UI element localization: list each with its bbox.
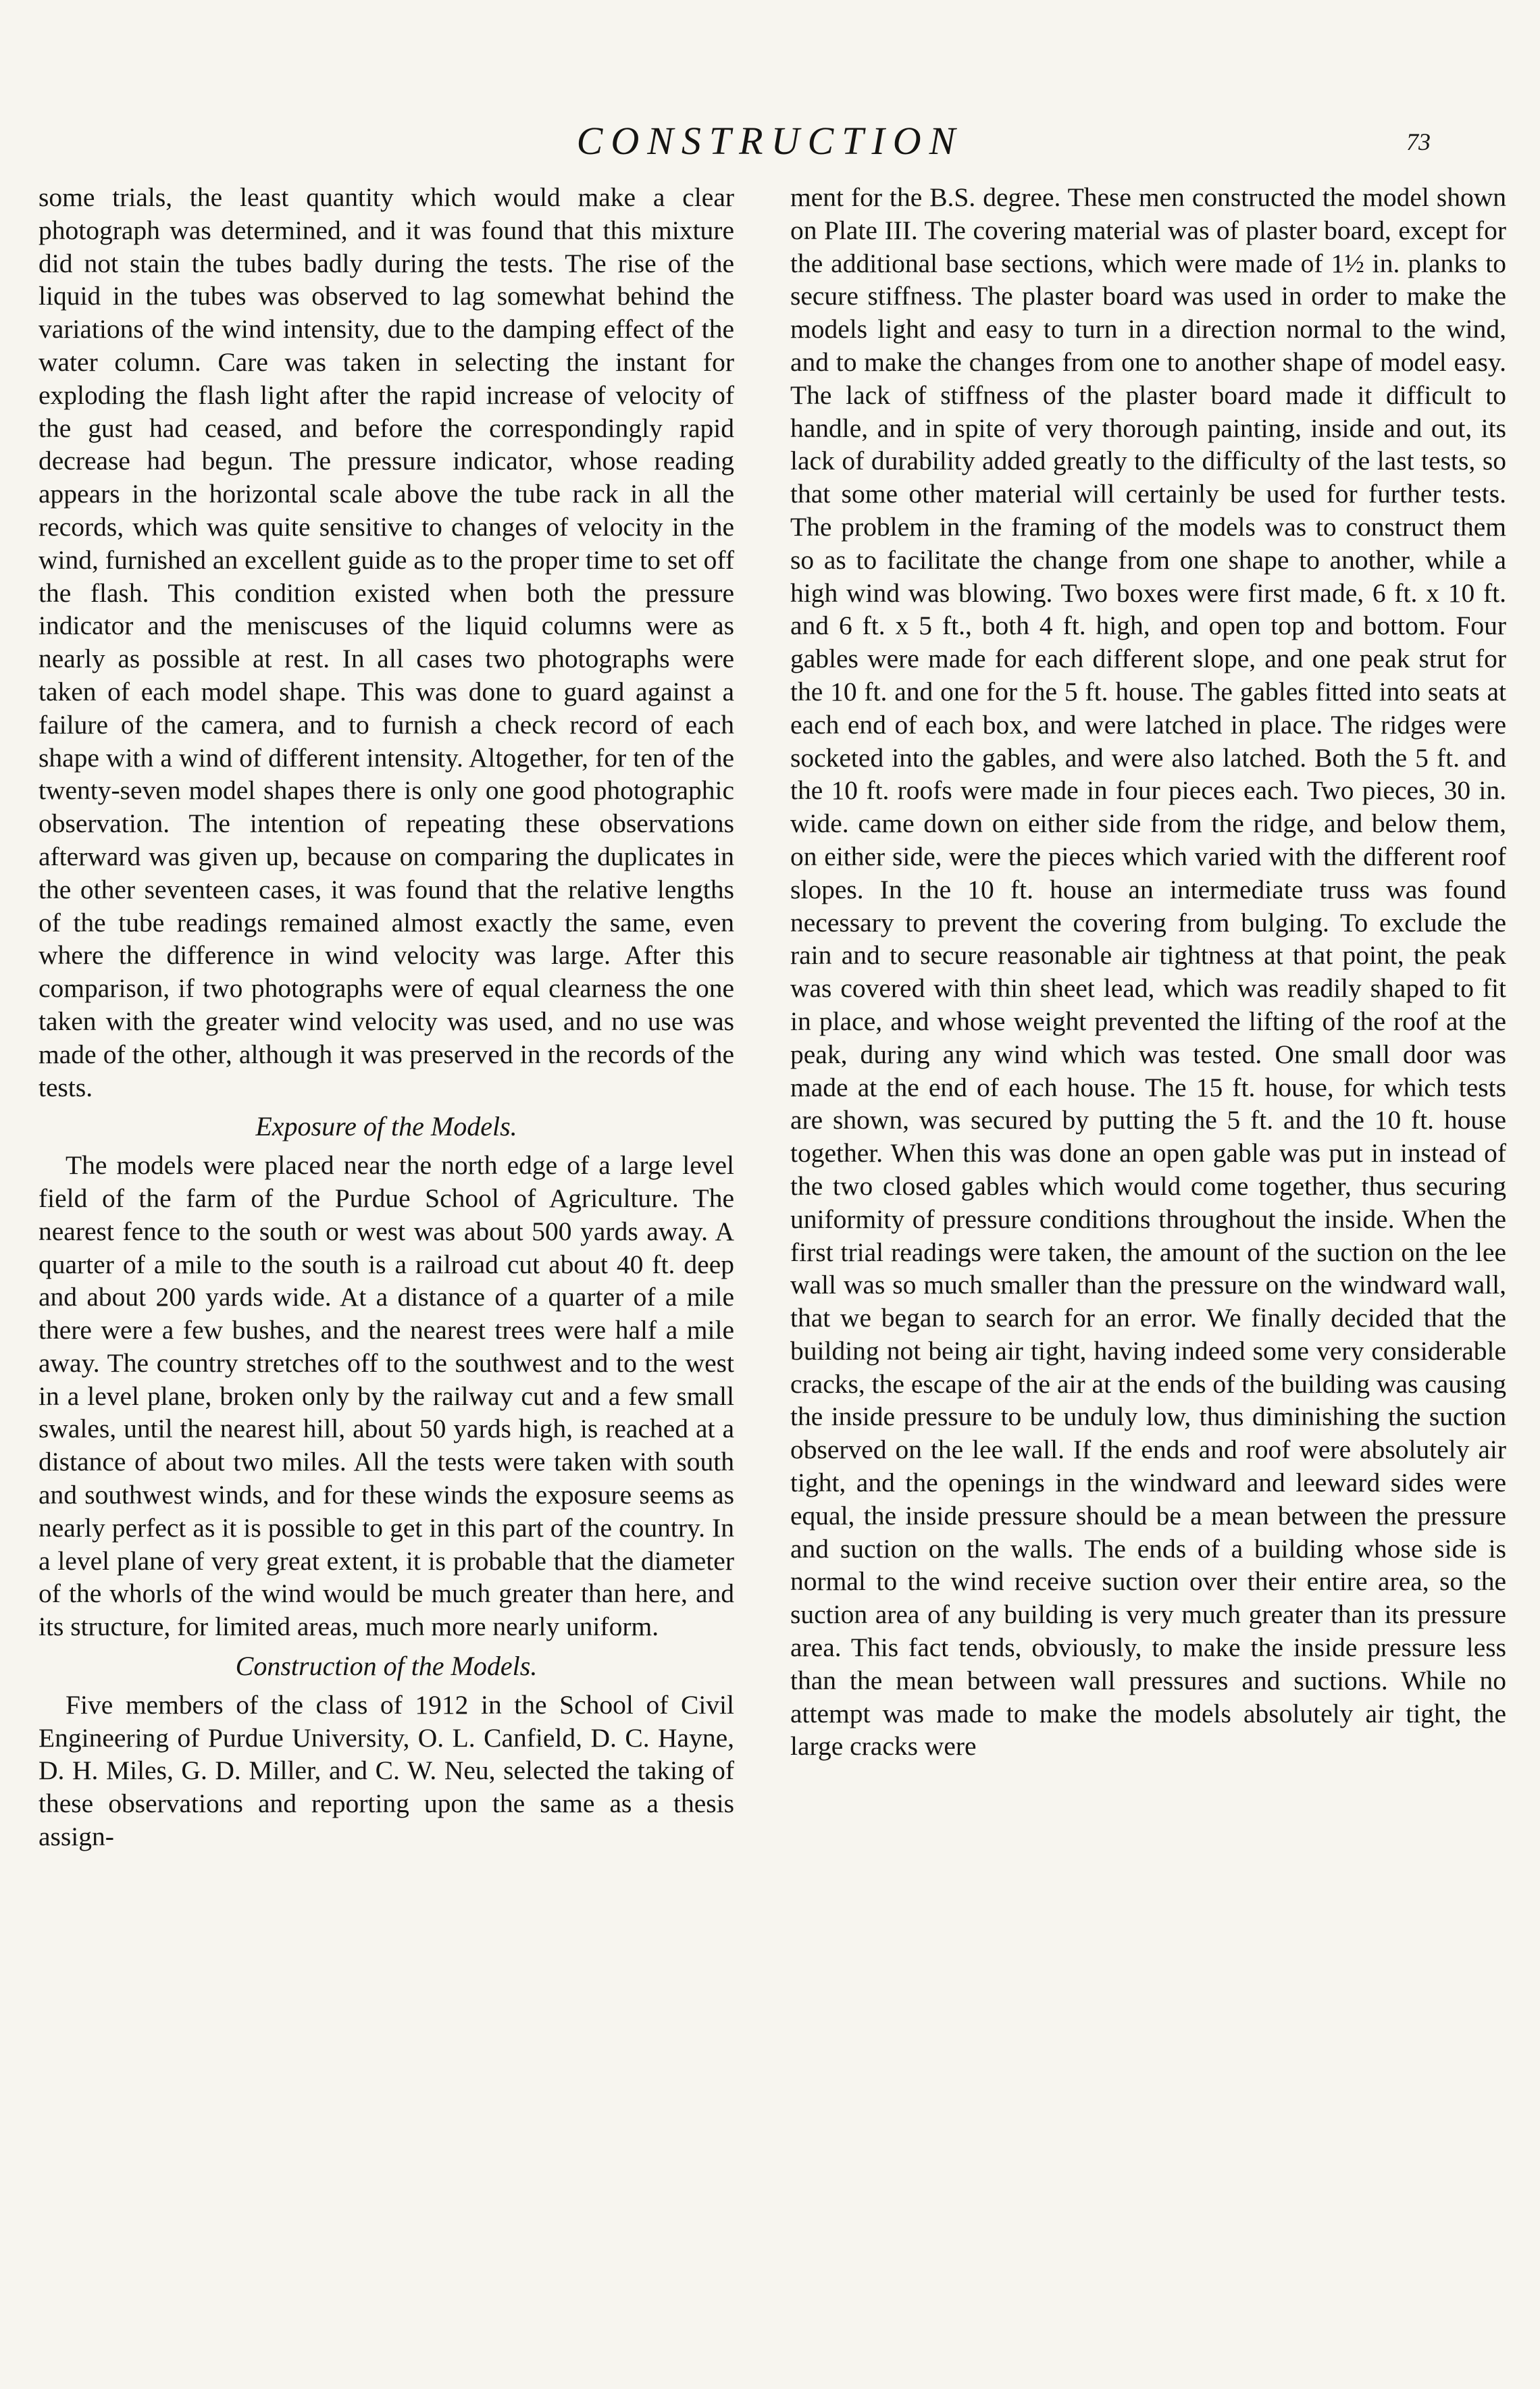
running-title: CONSTRUCTION bbox=[576, 119, 964, 163]
body-paragraph: Five members of the class of 1912 in the School of Civil Engineering of Purdue University, O. L. Canfield, D. C. Hayne, D. H. Miles, G. D. Miller, and C. W. Neu, selected the taking of these observations and reporting upon the same as a thesis assign- bbox=[38, 1689, 734, 1852]
section-heading-exposure: Exposure of the Models. bbox=[255, 1111, 517, 1142]
body-paragraph: The models were placed near the north edge of a large level field of the farm of the Purdue School of Agriculture. The nearest fence to the south or west was about 500 yards away. A quarter of a mile to the south is a railroad cut about 40 ft. deep and about 200 yards wide. At a distance of a quarter of a mile there were a few bushes, and the nearest trees were half a mile away. The country stretches off to the southwest and to the west in a level plane, broken only by the railway cut and a few small swales, until the nearest hill, about 50 yards high, is reached at a distance of about two miles. All the tests were taken with south and southwest winds, and for these winds the exposure seems as nearly perfect as it is possible to get in this part of the country. In a level plane of very great extent, it is probable that the diameter of the whorls of the wind would be much greater than here, and its structure, for limited areas, much more nearly uniform. bbox=[38, 1150, 734, 1642]
section-heading-construction: Construction of the Models. bbox=[235, 1651, 538, 1682]
left-column bbox=[38, 181, 734, 1853]
body-paragraph: ment for the B.S. degree. These men constructed the model shown on Plate III. The covering material was of plaster board, except for the additional base sections, which were made of 1½ in. planks to secure stiffness. The plaster board was used in order to make the models light and easy to turn in a direction normal to the wind, and to make the changes from one to another shape of model easy. The lack of stiffness of the plaster board made it difficult to handle, and in spite of very thorough painting, inside and out, its lack of durability added greatly to the difficulty of the last tests, so that some other material will certainly be used for further tests. The problem in the framing of the models was to construct them so as to facilitate the change from one shape to another, while a high wind was blowing. Two boxes were first made, 6 ft. x 10 ft. and 6 ft. x 5 ft., both 4 ft. high, and open top and bottom. Four gables were made for each different slope, and one peak strut for the 10 ft. and one for the 5 ft. house. The gables fitted into seats at each end of each box, and were latched in place. The ridges were socketed into the gables, and were also latched. Both the 5 ft. and the 10 ft. roofs were made in four pieces each. Two pieces, 30 in. wide. came down on either side from the ridge, and below them, on either side, were the pieces which varied with the different roof slopes. In the 10 ft. house an intermediate truss was found necessary to prevent the covering from bulging. To exclude the rain and to secure reasonable air tightness at that point, the peak was covered with thin sheet lead, which was readily shaped to fit in place, and whose weight prevented the lifting of the roof at the peak, during any wind which was tested. One small door was made at the end of each house. The 15 ft. house, for which tests are shown, was secured by putting the 5 ft. and the 10 ft. house together. When this was done an open gable was put in instead of the two closed gables which would come together, thus securing uniformity of pressure conditions throughout the inside. When the first trial readings were taken, the amount of the suction on the lee wall was so much smaller than the pressure on the windward wall, that we began to search for an error. We finally decided that the building not being air tight, having indeed some very considerable cracks, the escape of the air at the ends of the building was causing the inside pressure to be unduly low, thus diminishing the suction observed on the lee wall. If the ends and roof were absolutely air tight, and the openings in the windward and leeward sides were equal, the inside pressure should be a mean between the pressure and suction on the walls. The ends of a building whose side is normal to the wind receive suction over their entire area, so the suction area of any building is very much greater than its pressure area. This fact tends, obviously, to make the inside pressure less than the mean between wall pressures and suctions. While no attempt was made to make the models absolutely air tight, the large cracks were bbox=[790, 182, 1506, 1762]
page-number: 73 bbox=[1406, 128, 1431, 155]
body-paragraph: some trials, the least quantity which would make a clear photograph was determined, and it was found that this mixture did not stain the tubes badly during the tests. The rise of the liquid in the tubes was observed to lag somewhat behind the variations of the wind intensity, due to the damping effect of the water column. Care was taken in selecting the instant for exploding the flash light after the rapid increase of velocity of the gust had ceased, and before the correspondingly rapid decrease had begun. The pressure indicator, whose reading appears in the horizontal scale above the tube rack in all the records, which was quite sensitive to changes of velocity in the wind, furnished an excellent guide as to the proper time to set off the flash. This condition existed when both the pressure indicator and the meniscuses of the liquid columns were as nearly as possible at rest. In all cases two photographs were taken of each model shape. This was done to guard against a failure of the camera, and to furnish a check record of each shape with a wind of different intensity. Altogether, for ten of the twenty-seven model shapes there is only one good photographic observation. The intention of repeating these observations afterward was given up, because on comparing the duplicates in the other seventeen cases, it was found that the relative lengths of the tube readings remained almost exactly the same, even where the difference in wind velocity was large. After this comparison, if two photographs were of equal clearness the one taken with the greater wind velocity was used, and no use was made of the other, although it was preserved in the records of the tests. bbox=[38, 182, 734, 1102]
right-column bbox=[790, 181, 1506, 1763]
page-header bbox=[0, 118, 1540, 172]
